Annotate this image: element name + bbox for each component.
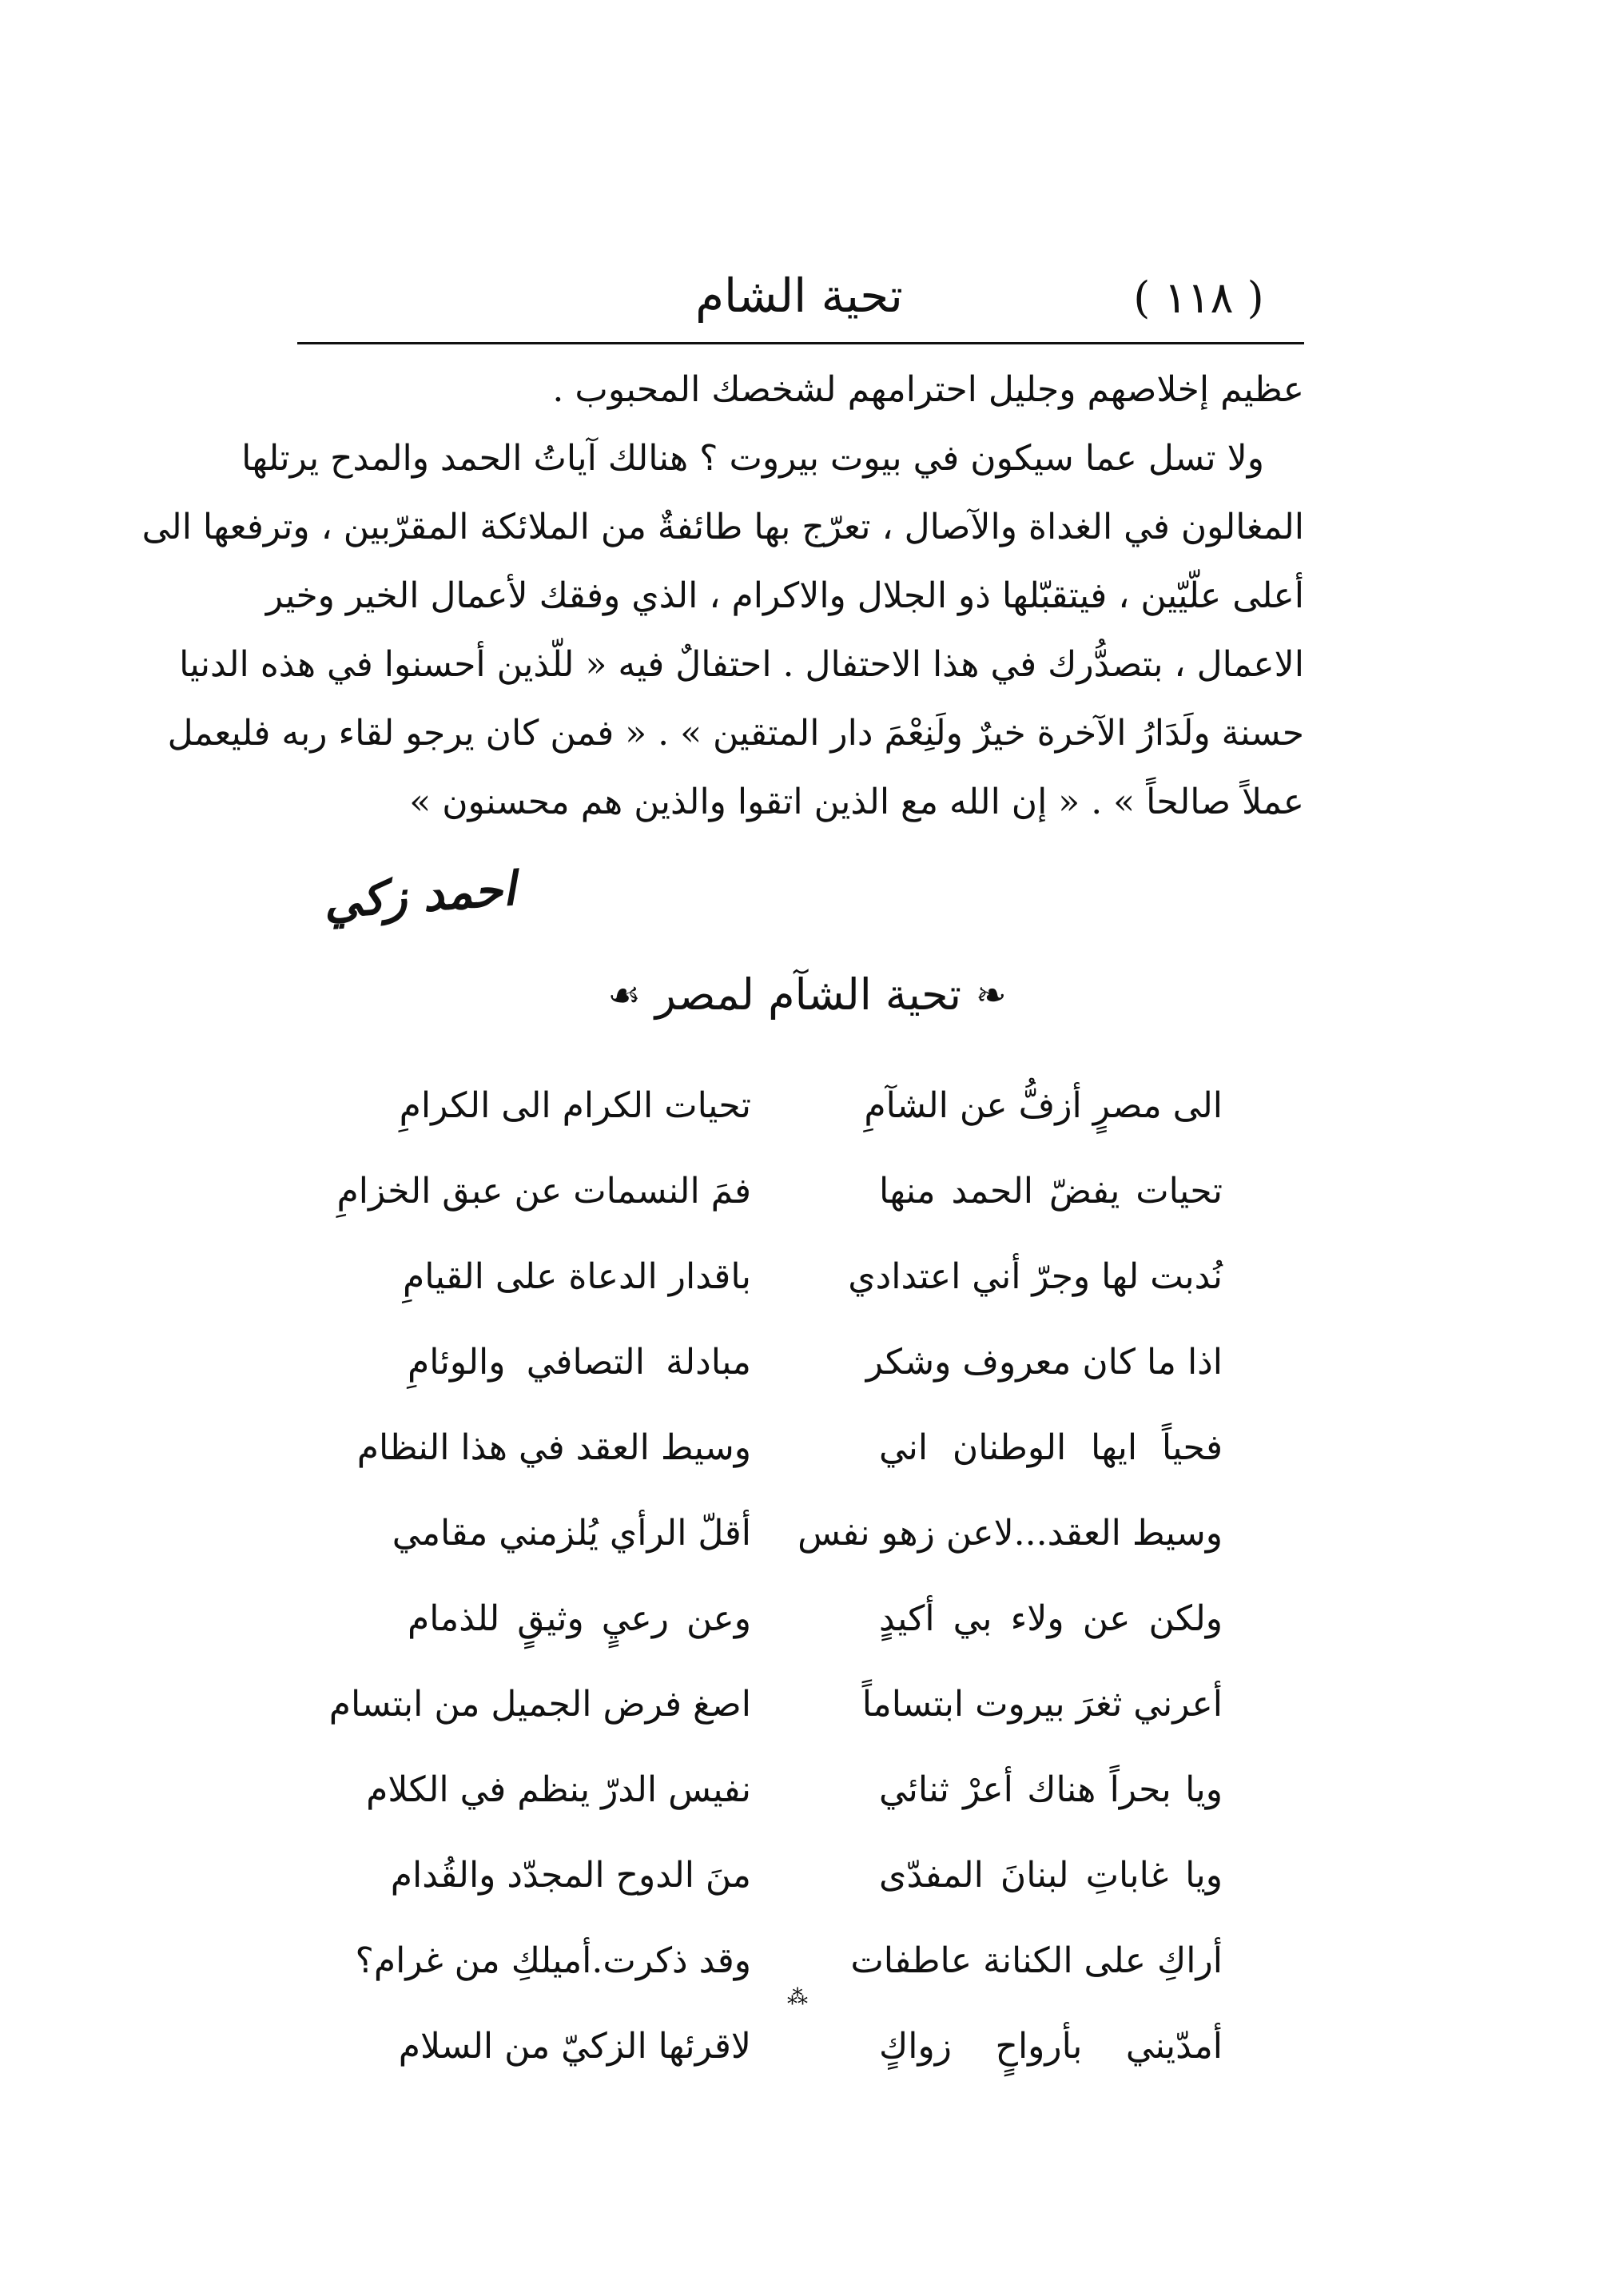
poem-body — [328, 1063, 1223, 2089]
author-signature: احمد زكي — [321, 861, 518, 929]
header-rule — [297, 342, 1304, 344]
prose-line: أعلى علّيّين ، فيتقبّلها ذو الجلال والاكرام ، الذي وفقك لأعمال الخير وخير — [265, 575, 1304, 616]
hemistich-second: نفيس الدرّ ينظم في الكلام — [366, 1769, 751, 1810]
hemistich-second: اصغ فرض الجميل من ابتسام — [328, 1684, 751, 1725]
hemistich-first: نُدبت لها وجرّ أني اعتدادي — [848, 1256, 1223, 1297]
running-header-title: تحية الشام — [695, 269, 903, 323]
ornament-left-icon: ❧ — [976, 973, 1007, 1017]
prose-line: الاعمال ، بتصدُّرك في هذا الاحتفال . احتفالٌ فيه « للّذين أحسنوا في هذه الدنيا — [179, 644, 1304, 685]
page-number: ( ١١٨ ) — [1133, 273, 1264, 323]
hemistich-first: أمدّيني بأرواحٍ زواكٍ — [879, 2026, 1223, 2067]
hemistich-first: ويا غاباتِ لبنانَ المفدّى — [879, 1855, 1223, 1896]
end-stars-icon: ⁂ — [787, 1986, 811, 2010]
prose-line: المغالون في الغداة والآصال ، تعرّج بها طائفةٌ من الملائكة المقرّبين ، وترفعها الى — [141, 507, 1304, 547]
hemistich-second: منَ الدوح المجدّد والقُدام — [390, 1855, 751, 1896]
ornament-right-icon: ☙ — [607, 973, 641, 1017]
poem-couplet — [403, 1234, 1223, 1319]
hemistich-first: اذا ما كان معروف وشكر — [865, 1342, 1223, 1383]
poem-heading — [479, 959, 1135, 1031]
hemistich-second: لاقرئها الزكيّ من السلام — [398, 2026, 751, 2067]
hemistich-first: أراكِ على الكنانة عاطفات — [850, 1940, 1223, 1981]
poem-couplet — [336, 1148, 1223, 1234]
hemistich-second: مبادلة التصافي والوئامِ — [408, 1342, 751, 1383]
hemistich-second: وعن رعيٍ وثيقٍ للذمام — [408, 1598, 751, 1639]
hemistich-first: ويا بحراً هناك أعرْ ثنائي — [879, 1769, 1223, 1810]
hemistich-first: الى مصرٍ أزفُّ عن الشآمِ — [864, 1085, 1223, 1126]
prose-line: عملاً صالحاً » . « إن الله مع الذين اتقوا والذين هم محسنون » — [409, 782, 1304, 822]
poem-couplet — [398, 2004, 1223, 2089]
prose-line: حسنة ولَدَارُ الآخرة خيرٌ ولَنِعْمَ دار المتقين » . « فمن كان يرجو لقاء ربه فليعمل — [167, 713, 1304, 754]
hemistich-first: ولكن عن ولاء بي أكيدٍ — [879, 1598, 1223, 1639]
prose-paragraph — [141, 356, 1304, 837]
hemistich-second: باقدار الدعاة على القيامِ — [403, 1256, 751, 1297]
prose-line: ولا تسل عما سيكون في بيوت بيروت ؟ هنالك آياتُ الحمد والمدح يرتلها — [241, 438, 1264, 479]
hemistich-first: تحيات يفضّ الحمد منها — [879, 1171, 1223, 1212]
poem-couplet — [366, 1747, 1223, 1832]
poem-title: تحية الشآم لمصر — [654, 969, 961, 1020]
poem-couplet — [356, 1405, 1223, 1490]
poem-couplet — [328, 1661, 1223, 1747]
hemistich-second: وقد ذكرت.أميلكِ من غرام؟ — [355, 1940, 751, 1981]
hemistich-first: فحياً ايها الوطنان اني — [879, 1427, 1223, 1468]
hemistich-second: فمَ النسمات عن عبق الخزامِ — [336, 1171, 751, 1212]
hemistich-second: وسيط العقد في هذا النظام — [356, 1427, 751, 1468]
hemistich-second: أقلّ الرأي يُلزمني مقامي — [392, 1513, 751, 1554]
hemistich-first: وسيط العقد...لاعن زهو نفس — [798, 1513, 1223, 1554]
poem-couplet — [408, 1319, 1223, 1405]
poem-couplet — [390, 1832, 1223, 1918]
poem-couplet — [408, 1576, 1223, 1661]
poem-couplet — [399, 1063, 1223, 1148]
hemistich-second: تحيات الكرام الى الكرامِ — [399, 1085, 751, 1126]
prose-line: عظيم إخلاصهم وجليل احترامهم لشخصك المحبوب . — [552, 369, 1304, 410]
poem-couplet — [392, 1490, 1223, 1576]
hemistich-first: أعرني ثغرَ بيروت ابتساماً — [861, 1684, 1223, 1725]
